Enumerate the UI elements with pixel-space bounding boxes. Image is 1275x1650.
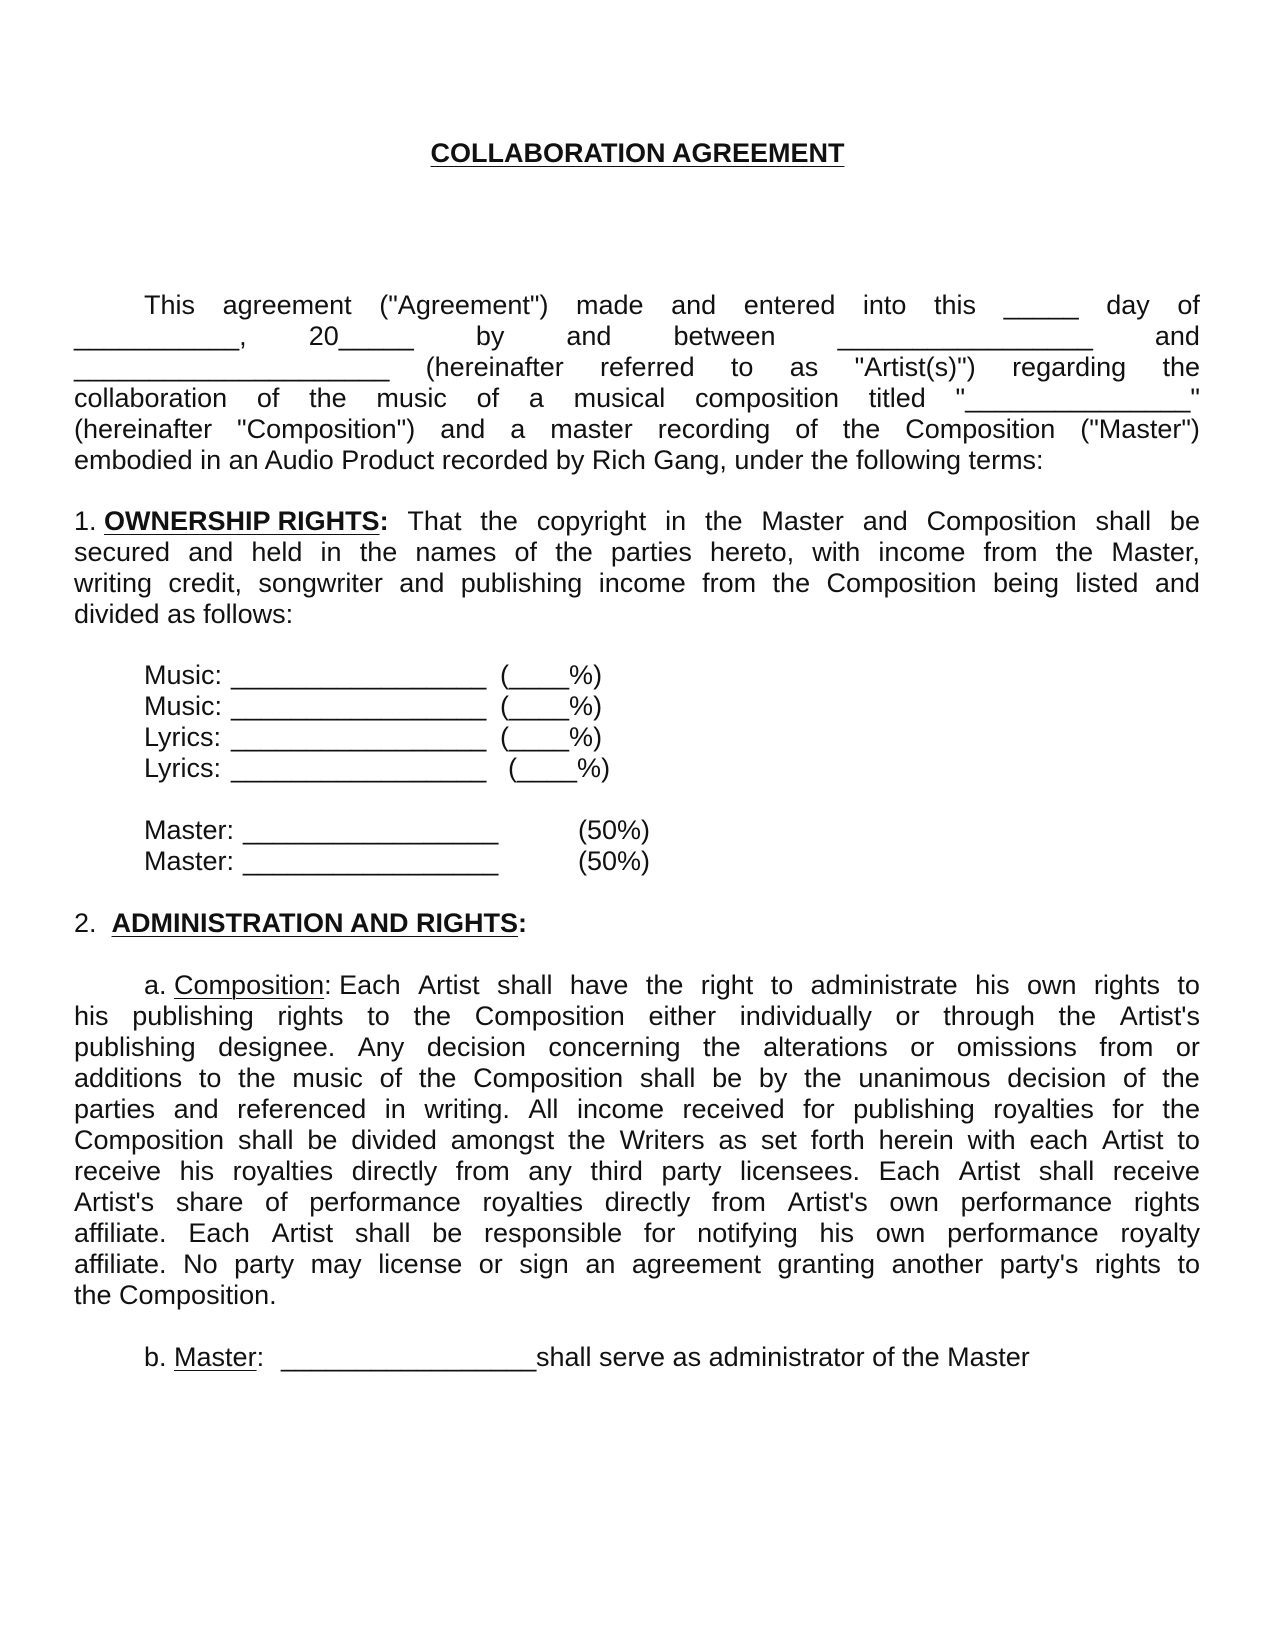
word: by [475, 321, 505, 351]
word: for [643, 1218, 676, 1248]
share-label: Music: [144, 660, 223, 690]
word: decision [426, 1032, 526, 1062]
section2a-line [74, 1156, 1200, 1187]
word: royalties [993, 1094, 1094, 1124]
word: income [878, 537, 966, 567]
word: be [432, 1218, 463, 1248]
word: Composition [473, 1063, 624, 1093]
share-label: Music: [144, 691, 223, 721]
word: own [875, 1218, 926, 1248]
word: songwriter [258, 568, 383, 598]
word: the [704, 506, 743, 536]
word: and [566, 321, 612, 351]
intro-line [74, 290, 1200, 321]
master-label: Master: [144, 846, 235, 876]
word: be [1169, 506, 1200, 536]
word: party [661, 1156, 722, 1186]
word: agreement [222, 290, 352, 320]
word: No [183, 1249, 218, 1279]
word: and [173, 1094, 219, 1124]
word: entered [743, 290, 836, 320]
section2a-heading: Composition [174, 970, 325, 1000]
intro-paragraph [74, 290, 1200, 476]
word: and [1154, 568, 1200, 598]
word: income [576, 1094, 664, 1124]
intro-line: embodied in an Audio Product recorded by Rich Gang, under the following terms: [74, 445, 1044, 475]
word: licensees. [740, 1156, 861, 1186]
word: the [1162, 352, 1200, 382]
word: a [528, 383, 544, 413]
word: sign [519, 1249, 569, 1279]
word: of [256, 383, 280, 413]
word: to [1177, 1249, 1200, 1279]
word: the [1055, 537, 1094, 567]
word: herein [878, 1125, 954, 1155]
word: Composition [474, 1001, 625, 1031]
word: as [718, 1125, 747, 1155]
word: _____________________ [74, 352, 390, 382]
word: for [803, 1094, 835, 1124]
word: a [510, 414, 526, 444]
word: Master, [1111, 537, 1200, 567]
word: shall [354, 1218, 411, 1248]
word: writing [74, 568, 153, 598]
word: (hereinafter [74, 414, 213, 444]
section1-heading: OWNERSHIP RIGHTS [104, 506, 380, 536]
word: to [198, 1063, 222, 1093]
word: names [415, 537, 497, 567]
section2b-blank: _________________ [281, 1342, 537, 1372]
word: and [399, 568, 445, 598]
section-2a-composition [74, 970, 1200, 1311]
word: Artist's [787, 1187, 868, 1217]
word: received [682, 1094, 785, 1124]
word: with [967, 1125, 1016, 1155]
word: performance [947, 1218, 1099, 1248]
word: own [889, 1187, 939, 1217]
word: in [384, 1094, 406, 1124]
word: This [144, 290, 196, 320]
share-blank: _________________ [231, 722, 487, 752]
word: from [455, 1156, 510, 1186]
section2a-line: the Composition. [74, 1280, 277, 1310]
section1-line: divided as follows: [74, 599, 294, 629]
word: his [975, 970, 1010, 1000]
section2b-text: shall serve as administrator of the Master [536, 1342, 1030, 1372]
word: the [1162, 1094, 1200, 1124]
word: the [359, 537, 398, 567]
word: amongst [450, 1125, 555, 1155]
word: master [550, 414, 633, 444]
word: 20_____ [308, 321, 414, 351]
word: his [179, 1156, 215, 1186]
section1-line [74, 568, 1200, 599]
word: shall [237, 1125, 294, 1155]
word: right [700, 970, 754, 1000]
word: share [175, 1187, 244, 1217]
word: ("Agreement") [379, 290, 549, 320]
word: to [1177, 970, 1200, 1000]
intro-line [74, 383, 1200, 414]
word: shall [1095, 506, 1152, 536]
word: designee. [218, 1032, 336, 1062]
section2a-line [74, 1249, 1200, 1280]
word: and [862, 506, 908, 536]
word: rights [1133, 1187, 1200, 1217]
word: of [1177, 290, 1200, 320]
word: own [1027, 970, 1077, 1000]
word: license [378, 1249, 463, 1279]
word: the [703, 1032, 741, 1062]
word: publishing [74, 1032, 196, 1062]
word: royalties [482, 1187, 584, 1217]
word: or [1175, 1032, 1200, 1062]
word: of [476, 383, 500, 413]
word: alterations [763, 1032, 888, 1062]
word: held [251, 537, 303, 567]
word: Each [878, 1156, 941, 1186]
word: Artist's [1119, 1001, 1200, 1031]
word: writing. [424, 1094, 510, 1124]
word: Composition [826, 568, 977, 598]
word: or [910, 1032, 935, 1062]
word: day [1106, 290, 1150, 320]
master-percent: (50%) [578, 846, 651, 876]
word: the [309, 383, 347, 413]
word: either [648, 1001, 717, 1031]
word: party [234, 1249, 295, 1279]
word: Any [357, 1032, 405, 1062]
word: _____ [1003, 290, 1079, 320]
word: unanimous [858, 1063, 991, 1093]
word: publishing [132, 1001, 254, 1031]
word: additions [74, 1063, 183, 1093]
word: music [376, 383, 447, 413]
word: the [842, 414, 881, 444]
word: of [265, 1187, 288, 1217]
word: to [770, 970, 794, 1000]
section2b-heading: Master [174, 1342, 257, 1372]
word: recording [657, 414, 771, 444]
word: regarding [1012, 352, 1127, 382]
word: Artist [1101, 1125, 1164, 1155]
word: referenced [237, 1094, 367, 1124]
word: shall [1038, 1156, 1095, 1186]
word: the [238, 1063, 276, 1093]
intro-line [74, 352, 1200, 383]
share-blank: _________________ [231, 660, 487, 690]
word: the [418, 1063, 457, 1093]
word: titled [868, 383, 926, 413]
word: the [1058, 1001, 1097, 1031]
word: responsible [484, 1218, 623, 1248]
word: decision [1007, 1063, 1107, 1093]
word: performance [309, 1187, 461, 1217]
word: (hereinafter [425, 352, 564, 382]
word: agreement [631, 1249, 761, 1279]
section2a-line [74, 1001, 1200, 1032]
word: composition [694, 383, 840, 413]
word: directly [351, 1156, 438, 1186]
word: rights [1094, 1249, 1161, 1279]
share-blank: _________________ [231, 691, 487, 721]
word: set [760, 1125, 797, 1155]
section2-heading-line: 2. ADMINISTRATION AND RIGHTS: [74, 908, 528, 938]
word: or [478, 1249, 503, 1279]
word: from [983, 537, 1038, 567]
word: listed [1075, 568, 1139, 598]
word: omissions [956, 1032, 1077, 1062]
master-blank: _________________ [243, 846, 499, 876]
word: "Composition") [237, 414, 416, 444]
section2a-line [74, 1063, 1200, 1094]
word: of [514, 537, 538, 567]
word: Composition [905, 414, 1056, 444]
word: ("Master") [1080, 414, 1200, 444]
word: concerning [548, 1032, 681, 1062]
section1-line [74, 537, 1200, 568]
section-ownership-rights [74, 506, 1200, 630]
section2b-label: b. Master: [144, 1342, 265, 1372]
word: third [590, 1156, 643, 1186]
word: to [730, 352, 754, 382]
document-title: COLLABORATION AGREEMENT [430, 138, 845, 168]
word: musical [573, 383, 666, 413]
word: of [1123, 1063, 1146, 1093]
word: by [758, 1063, 788, 1093]
word: Composition [926, 506, 1077, 536]
word: publishing [460, 568, 583, 598]
word: credit, [168, 568, 242, 598]
word: and [188, 537, 234, 567]
word: of [379, 1063, 403, 1093]
word: performance [960, 1187, 1113, 1217]
word: party's [999, 1249, 1079, 1279]
master-percent: (50%) [578, 815, 651, 845]
word: ___________, [74, 321, 247, 351]
word: music [292, 1063, 363, 1093]
word: an [585, 1249, 616, 1279]
word: the [480, 506, 518, 536]
word: affiliate. [74, 1218, 167, 1248]
word: "Artist(s)") [854, 352, 976, 382]
word: shall [639, 1063, 696, 1093]
share-percent: (____%) [500, 722, 603, 752]
word: each [1029, 1125, 1089, 1155]
word: secured [74, 537, 171, 567]
word: be [712, 1063, 743, 1093]
word: and [1154, 321, 1200, 351]
word: affiliate. [74, 1249, 167, 1279]
word: into [862, 290, 907, 320]
word: receive [74, 1156, 162, 1186]
word: rights [1093, 970, 1160, 1000]
section2a-first-line: a. Composition: Each Artist shall have the right to administrate his own rights to [144, 970, 1200, 1000]
word: any [528, 1156, 572, 1186]
word: be [307, 1125, 338, 1155]
word: with [812, 537, 861, 567]
word: the [1162, 1063, 1200, 1093]
share-percent: (____%) [500, 691, 603, 721]
word: the [772, 568, 811, 598]
section2a-line [74, 1187, 1200, 1218]
word: through [943, 1001, 1035, 1031]
word: to [1177, 1125, 1200, 1155]
word: copyright [536, 506, 647, 536]
section2a-line [74, 1032, 1200, 1063]
word: from [702, 568, 757, 598]
word: referred [600, 352, 695, 382]
share-label: Lyrics: [144, 722, 222, 752]
share-label: Lyrics: [144, 753, 222, 783]
word: the [555, 537, 593, 567]
section1-first-line: 1. OWNERSHIP RIGHTS: That the copyright in the Master and Composition shall be [74, 506, 1200, 536]
word: shall [496, 970, 553, 1000]
word: from [711, 1187, 766, 1217]
section2a-line [74, 1094, 1200, 1125]
word: the [645, 970, 684, 1000]
word: "_______________" [955, 383, 1200, 413]
word: royalties [232, 1156, 334, 1186]
word: Writers [619, 1125, 705, 1155]
word: his [74, 1001, 109, 1031]
word: to [367, 1001, 390, 1031]
word: collaboration [74, 383, 228, 413]
word: and [671, 290, 717, 320]
word: parties [74, 1094, 156, 1124]
word: individually [739, 1001, 872, 1031]
word: receive [1112, 1156, 1200, 1186]
intro-line [74, 321, 1200, 352]
word: Artist [271, 1218, 334, 1248]
word: from [1099, 1032, 1154, 1062]
word: parties [610, 537, 692, 567]
word: his [819, 1218, 855, 1248]
word: administrate [810, 970, 958, 1000]
word: have [569, 970, 629, 1000]
word: for [1112, 1094, 1144, 1124]
master-blank: _________________ [243, 815, 499, 845]
share-blank: _________________ [231, 753, 487, 783]
word: That [407, 506, 462, 536]
word: _________________ [837, 321, 1093, 351]
word: rights [277, 1001, 344, 1031]
word: or [895, 1001, 920, 1031]
word: in [320, 537, 342, 567]
section2a-line [74, 1125, 1200, 1156]
word: as [789, 352, 819, 382]
word: being [992, 568, 1060, 598]
word: made [576, 290, 644, 320]
word: this [934, 290, 977, 320]
word: the [804, 1063, 842, 1093]
word: Artist [958, 1156, 1021, 1186]
word: the [568, 1125, 606, 1155]
section2a-line [74, 1218, 1200, 1249]
word: may [310, 1249, 362, 1279]
word: granting [777, 1249, 876, 1279]
word: the [413, 1001, 452, 1031]
word: publishing [853, 1094, 975, 1124]
word: : Each [324, 970, 401, 1000]
word: in [665, 506, 687, 536]
word: between [673, 321, 776, 351]
word: Master [761, 506, 844, 536]
word: Composition [74, 1125, 225, 1155]
word: All [528, 1094, 559, 1124]
word: Artist [418, 970, 480, 1000]
word: Artist's [74, 1187, 155, 1217]
word: notifying [697, 1218, 798, 1248]
word: Each [188, 1218, 250, 1248]
word: another [891, 1249, 984, 1279]
word: royalty [1120, 1218, 1200, 1248]
word: income [598, 568, 686, 598]
master-label: Master: [144, 815, 235, 845]
share-percent: (____%) [500, 660, 603, 690]
word: directly [604, 1187, 691, 1217]
word: hereto, [710, 537, 795, 567]
word: forth [810, 1125, 865, 1155]
section-administration [74, 908, 1200, 939]
section2-heading: ADMINISTRATION AND RIGHTS [111, 908, 519, 938]
word: of [795, 414, 818, 444]
word: and [440, 414, 486, 444]
intro-line [74, 414, 1200, 445]
word: divided [351, 1125, 437, 1155]
share-percent: (____%) [508, 753, 611, 783]
